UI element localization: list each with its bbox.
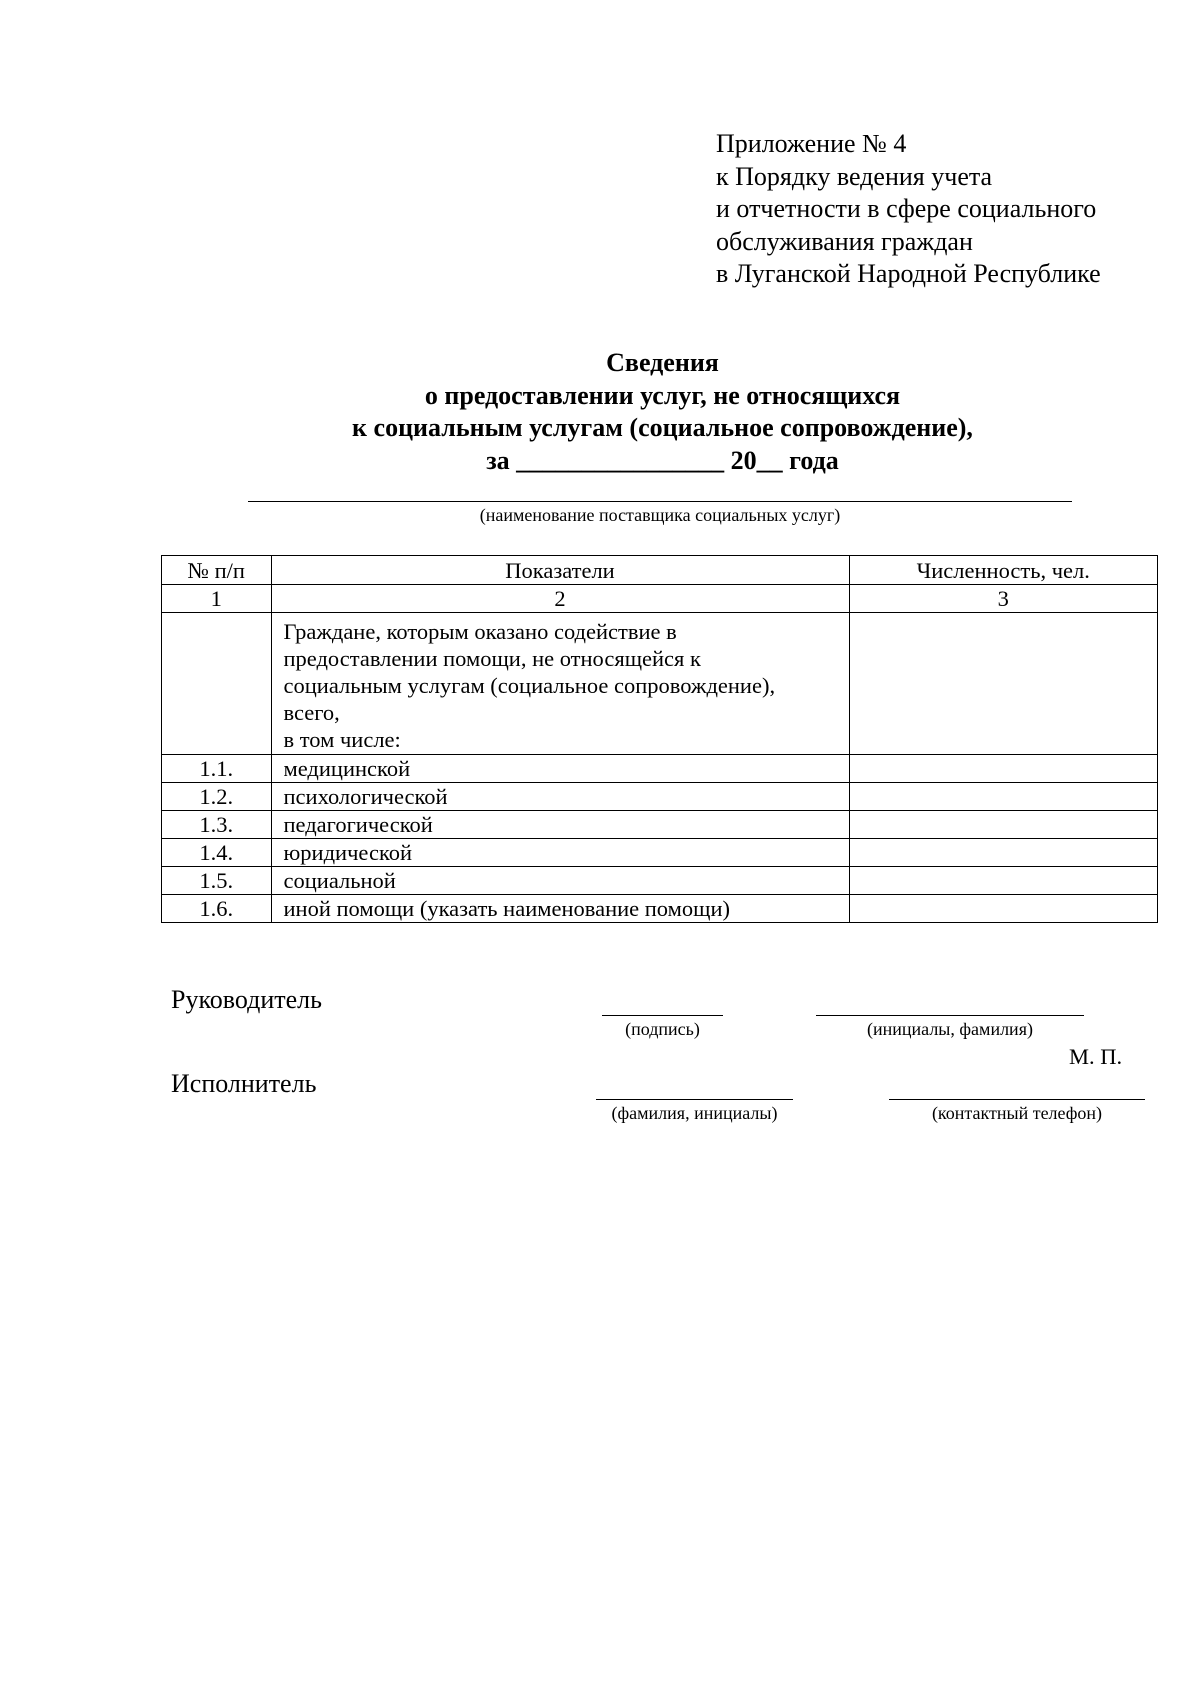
row-label-cell: медицинской xyxy=(271,755,849,783)
row-label-cell xyxy=(271,613,849,755)
table-row xyxy=(162,867,1158,895)
appendix-line: и отчетности в сфере социального xyxy=(716,194,1097,223)
table-row-total xyxy=(162,613,1158,755)
row-value-cell[interactable] xyxy=(849,839,1157,867)
row-label-line: социальным услугам (социальное сопровождение), xyxy=(283,672,776,698)
title-line: о предоставлении услуг, не относящихся xyxy=(424,380,901,410)
title-line: Сведения xyxy=(606,348,719,377)
row-label-cell: иной помощи (указать наименование помощи) xyxy=(271,895,849,923)
table-row xyxy=(162,895,1158,923)
title-line: к социальным услугам (социальное сопровождение), xyxy=(352,413,973,442)
row-value-cell[interactable] xyxy=(849,867,1157,895)
provider-caption: (наименование поставщика социальных услуг) xyxy=(479,505,841,525)
document-title xyxy=(0,347,1200,477)
row-label-cell: социальной xyxy=(271,867,849,895)
appendix-line: к Порядку ведения учета xyxy=(716,161,993,191)
table-row xyxy=(162,811,1158,839)
head-signature-line[interactable] xyxy=(602,1015,723,1016)
row-number-cell: 1.5. xyxy=(162,867,272,895)
row-label-line: всего, xyxy=(283,699,340,725)
column-number-cell: 2 xyxy=(271,585,849,613)
column-number-row xyxy=(162,585,1158,613)
executor-phone-line[interactable] xyxy=(889,1099,1145,1100)
head-label: Руководитель xyxy=(171,985,322,1014)
stamp-mark: М. П. xyxy=(1069,1044,1123,1069)
table-row xyxy=(162,839,1158,867)
report-table xyxy=(161,555,1158,923)
executor-surname-line[interactable] xyxy=(596,1099,793,1100)
appendix-header xyxy=(716,128,1101,291)
header-cell-indicators: Показатели xyxy=(271,556,849,585)
row-number-cell: 1.1. xyxy=(162,755,272,783)
executor-label: Исполнитель xyxy=(171,1069,317,1098)
signature-caption: (подпись) xyxy=(625,1019,700,1039)
row-label-cell: педагогической xyxy=(271,811,849,839)
row-number-cell: 1.3. xyxy=(162,811,272,839)
appendix-line: обслуживания граждан xyxy=(716,226,973,256)
column-number-cell: 1 xyxy=(162,585,272,613)
row-label-cell: психологической xyxy=(271,783,849,811)
row-label-line: предоставлении помощи, не относящейся к xyxy=(283,645,701,671)
surname-caption: (фамилия, инициалы) xyxy=(611,1103,778,1123)
row-label-cell: юридической xyxy=(271,839,849,867)
table-row xyxy=(162,755,1158,783)
row-value-cell[interactable] xyxy=(849,613,1157,755)
row-value-cell[interactable] xyxy=(849,811,1157,839)
row-number-cell: 1.4. xyxy=(162,839,272,867)
title-period-line: за ________________ 20__ года xyxy=(486,445,839,475)
row-number-cell: 1.2. xyxy=(162,783,272,811)
table-row xyxy=(162,783,1158,811)
header-cell-count: Численность, чел. xyxy=(849,556,1157,585)
row-value-cell[interactable] xyxy=(849,755,1157,783)
row-number-cell: 1.6. xyxy=(162,895,272,923)
head-initials-line[interactable] xyxy=(816,1015,1084,1016)
phone-caption: (контактный телефон) xyxy=(931,1103,1103,1123)
row-number-cell xyxy=(162,613,272,755)
header-cell-number: № п/п xyxy=(162,556,272,585)
column-number-cell: 3 xyxy=(849,585,1157,613)
appendix-line: Приложение № 4 xyxy=(716,129,907,158)
row-label-line: в том числе: xyxy=(283,726,401,752)
row-value-cell[interactable] xyxy=(849,783,1157,811)
initials-caption: (инициалы, фамилия) xyxy=(867,1019,1033,1039)
appendix-line: в Луганской Народной Республике xyxy=(716,259,1101,288)
row-value-cell[interactable] xyxy=(849,895,1157,923)
table-header-row xyxy=(162,556,1158,585)
provider-name-line xyxy=(248,501,1072,502)
row-label-line: Граждане, которым оказано содействие в xyxy=(283,618,677,644)
